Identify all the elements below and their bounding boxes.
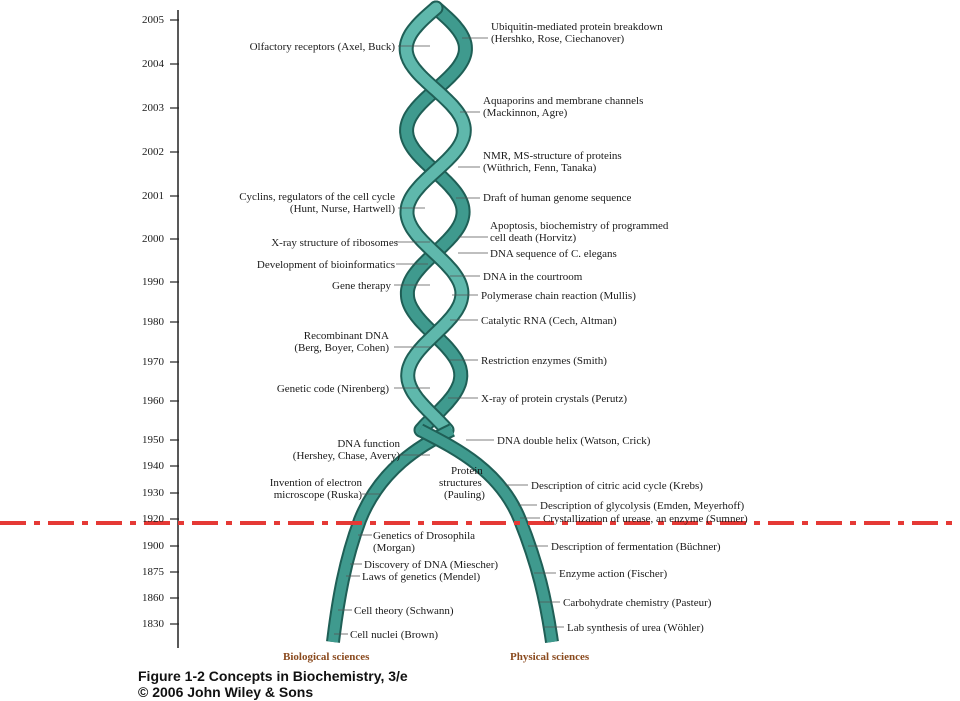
year-label: 1990 — [142, 276, 164, 288]
year-label: 2001 — [142, 190, 164, 202]
event-right: (Pauling) — [444, 489, 485, 501]
event-left: Laws of genetics (Mendel) — [362, 571, 481, 583]
category-biological: Biological sciences — [283, 651, 370, 663]
event-left: Cell nuclei (Brown) — [350, 629, 438, 641]
event-right: X-ray of protein crystals (Perutz) — [481, 393, 628, 405]
event-right: Draft of human genome sequence — [483, 192, 632, 204]
event-right: (Wüthrich, Fenn, Tanaka) — [483, 162, 597, 174]
year-label: 1860 — [142, 592, 164, 604]
event-right: Description of fermentation (Büchner) — [551, 541, 721, 553]
event-right: cell death (Horvitz) — [490, 232, 577, 244]
event-left: Olfactory receptors (Axel, Buck) — [249, 41, 395, 53]
year-label: 1920 — [142, 513, 164, 525]
event-right: (Hershko, Rose, Ciechanover) — [491, 33, 625, 45]
event-left: Development of bioinformatics — [256, 259, 395, 271]
event-right: NMR, MS-structure of proteins — [483, 150, 622, 162]
event-left: Gene therapy — [332, 280, 391, 292]
event-right: Ubiquitin-mediated protein breakdown — [491, 21, 663, 33]
event-right: (Mackinnon, Agre) — [483, 107, 568, 119]
event-left: microscope (Ruska) — [273, 489, 362, 501]
event-left: X-ray structure of ribosomes — [271, 237, 398, 249]
event-left: (Berg, Boyer, Cohen) — [294, 342, 389, 354]
year-label: 1970 — [142, 356, 164, 368]
event-left: Cyclins, regulators of the cell cycle — [239, 191, 395, 203]
year-label: 2003 — [142, 102, 164, 114]
event-right: Lab synthesis of urea (Wöhler) — [567, 622, 704, 634]
event-left: Discovery of DNA (Miescher) — [364, 559, 499, 571]
year-label: 1900 — [142, 540, 164, 552]
copyright-caption: © 2006 John Wiley & Sons — [138, 684, 314, 700]
event-left: Recombinant DNA — [303, 330, 389, 342]
category-physical: Physical sciences — [510, 651, 590, 663]
event-left: Genetics of Drosophila — [373, 530, 476, 542]
event-left: (Hershey, Chase, Avery) — [292, 450, 400, 462]
event-right: structures — [439, 477, 482, 489]
year-label: 1930 — [142, 487, 164, 499]
year-label: 1950 — [142, 434, 164, 446]
event-left: (Hunt, Nurse, Hartwell) — [289, 203, 395, 215]
event-right: Protein — [451, 465, 483, 477]
event-right: Aquaporins and membrane channels — [483, 95, 644, 107]
year-label: 2004 — [142, 58, 164, 70]
year-label: 2005 — [142, 14, 164, 26]
year-label: 1980 — [142, 316, 164, 328]
event-right: Enzyme action (Fischer) — [559, 568, 668, 580]
event-right: Carbohydrate chemistry (Pasteur) — [563, 597, 712, 609]
event-right: Description of glycolysis (Emden, Meyerhoff) — [540, 500, 745, 512]
event-right: Catalytic RNA (Cech, Altman) — [481, 315, 617, 327]
event-right: DNA sequence of C. elegans — [490, 248, 617, 260]
year-label: 1875 — [142, 566, 164, 578]
event-left: (Morgan) — [373, 542, 415, 554]
year-label: 1960 — [142, 395, 164, 407]
year-label: 2000 — [142, 233, 164, 245]
event-right: Crystallization of urease, an enzyme (Sumner) — [543, 513, 748, 525]
year-label: 1940 — [142, 460, 164, 472]
event-right: Restriction enzymes (Smith) — [481, 355, 607, 367]
event-right: DNA double helix (Watson, Crick) — [497, 435, 651, 447]
event-left: Genetic code (Nirenberg) — [276, 383, 389, 395]
year-label: 1830 — [142, 618, 164, 630]
event-left: Cell theory (Schwann) — [354, 605, 454, 617]
event-right: Apoptosis, biochemistry of programmed — [490, 220, 669, 232]
event-right: DNA in the courtroom — [483, 271, 583, 283]
event-right: Description of citric acid cycle (Krebs) — [531, 480, 703, 492]
figure-caption: Figure 1-2 Concepts in Biochemistry, 3/e — [138, 668, 408, 684]
event-left: Invention of electron — [269, 477, 362, 489]
year-label: 2002 — [142, 146, 164, 158]
event-right: Polymerase chain reaction (Mullis) — [481, 290, 636, 302]
event-left: DNA function — [337, 438, 400, 450]
